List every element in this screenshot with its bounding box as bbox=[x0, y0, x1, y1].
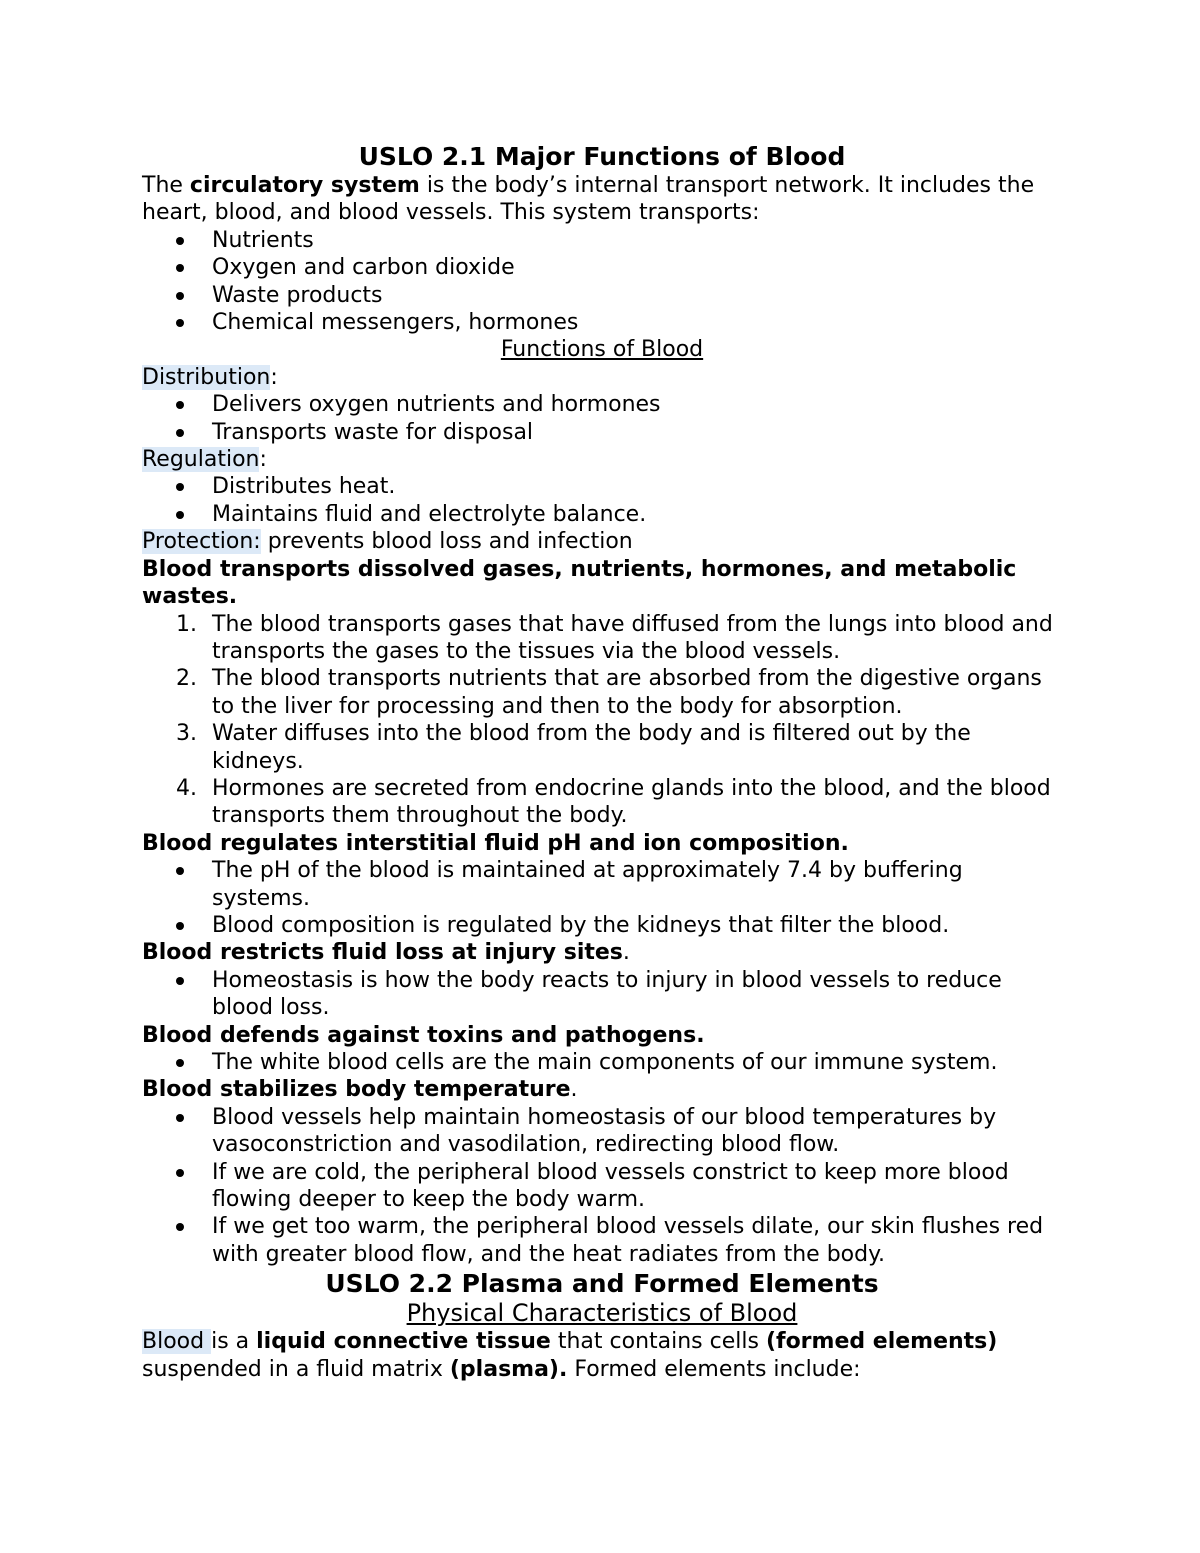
colon: : bbox=[259, 447, 267, 473]
defends-heading-text: Blood defends against toxins and pathogens. bbox=[142, 1022, 705, 1048]
document-body bbox=[142, 141, 1062, 1383]
section-title: USLO 2.1 Major Functions of Blood bbox=[358, 142, 846, 171]
list-item: Transports waste for disposal bbox=[142, 419, 1062, 446]
list-item: Distributes heat. bbox=[142, 473, 1062, 500]
list-number: 4. bbox=[176, 775, 197, 801]
colon: : bbox=[270, 364, 278, 390]
text: is a bbox=[211, 1329, 257, 1355]
physical-characteristics-heading: Physical Characteristics of Blood bbox=[406, 1299, 798, 1328]
list-number: 2. bbox=[176, 666, 197, 692]
list-item: If we are cold, the peripheral blood vessels constrict to keep more blood flowing deeper to keep the body warm. bbox=[142, 1159, 1062, 1214]
distribution-label: Distribution bbox=[142, 364, 271, 390]
defends-heading bbox=[142, 1022, 1062, 1049]
temp-heading-text: Blood stabilizes body temperature bbox=[142, 1077, 571, 1103]
regulation-label-line bbox=[142, 446, 1062, 473]
list-item: Blood composition is regulated by the kidneys that filter the blood. bbox=[142, 912, 1062, 939]
intro-paragraph bbox=[142, 172, 1062, 227]
period: . bbox=[570, 1077, 578, 1103]
list-text: The blood transports gases that have diffused from the lungs into blood and transports the gases to the tissues via the blood vessels. bbox=[212, 611, 1053, 664]
list-item bbox=[142, 611, 1062, 666]
list-number: 1. bbox=[176, 611, 197, 637]
injury-heading-text: Blood restricts fluid loss at injury sites bbox=[142, 940, 623, 966]
ph-heading-text: Blood regulates interstitial fluid pH and ion composition. bbox=[142, 830, 849, 856]
section-title: USLO 2.2 Plasma and Formed Elements bbox=[325, 1269, 879, 1299]
distribution-list bbox=[142, 391, 1062, 446]
intro-text-rest: is the body’s internal transport network. It includes the heart, blood, and blood vessels. This system transports: bbox=[142, 173, 1035, 226]
protection-line bbox=[142, 528, 1062, 555]
text: that contains cells bbox=[550, 1329, 766, 1355]
transports-list bbox=[142, 227, 1062, 337]
transport-heading bbox=[142, 556, 1062, 611]
list-item: Delivers oxygen nutrients and hormones bbox=[142, 391, 1062, 418]
period: . bbox=[622, 940, 630, 966]
list-item: Blood vessels help maintain homeostasis of our blood temperatures by vasoconstriction and vasodilation, redirecting blood flow. bbox=[142, 1104, 1062, 1159]
list-number: 3. bbox=[176, 721, 197, 747]
list-item: The white blood cells are the main components of our immune system. bbox=[142, 1049, 1062, 1076]
protection-text: prevents blood loss and infection bbox=[260, 529, 633, 555]
injury-list bbox=[142, 967, 1062, 1022]
list-item: If we get too warm, the peripheral blood vessels dilate, our skin flushes red with greater blood flow, and the heat radiates from the body. bbox=[142, 1213, 1062, 1268]
list-item: The pH of the blood is maintained at approximately 7.4 by buffering systems. bbox=[142, 857, 1062, 912]
list-item bbox=[142, 775, 1062, 830]
list-item: Waste products bbox=[142, 282, 1062, 309]
list-text: The blood transports nutrients that are absorbed from the digestive organs to the liver for processing and then to the body for absorption. bbox=[212, 666, 1042, 719]
intro-text: The bbox=[142, 173, 190, 198]
bold-term: (formed elements) bbox=[765, 1329, 998, 1355]
temp-list bbox=[142, 1104, 1062, 1268]
bold-term: liquid connective tissue bbox=[256, 1329, 551, 1355]
list-text: Water diffuses into the blood from the body and is filtered out by the kidneys. bbox=[212, 721, 971, 774]
list-item: Oxygen and carbon dioxide bbox=[142, 254, 1062, 281]
defends-list bbox=[142, 1049, 1062, 1076]
list-item bbox=[142, 720, 1062, 775]
list-text: Hormones are secreted from endocrine glands into the blood, and the blood transports them throughout the body. bbox=[212, 775, 1051, 829]
list-item: Chemical messengers, hormones bbox=[142, 309, 1062, 336]
regulation-list bbox=[142, 473, 1062, 528]
injury-heading bbox=[142, 939, 1062, 966]
ph-heading bbox=[142, 830, 1062, 857]
blood-term: Blood bbox=[142, 1329, 212, 1355]
intro-bold-term: circulatory system bbox=[189, 173, 420, 198]
transport-heading-text: Blood transports dissolved gases, nutrients, hormones, and metabolic wastes. bbox=[142, 556, 1017, 610]
protection-label: Protection: bbox=[142, 529, 261, 555]
blood-definition-paragraph bbox=[142, 1328, 1062, 1383]
ph-list bbox=[142, 857, 1062, 939]
distribution-label-line bbox=[142, 364, 1062, 391]
regulation-label: Regulation bbox=[142, 447, 260, 473]
temp-heading bbox=[142, 1076, 1062, 1103]
text: suspended in a fluid matrix bbox=[142, 1356, 450, 1382]
transport-list bbox=[142, 611, 1062, 830]
list-item: Nutrients bbox=[142, 227, 1062, 254]
bold-term: (plasma). bbox=[449, 1356, 568, 1382]
list-item bbox=[142, 665, 1062, 720]
list-item: Homeostasis is how the body reacts to injury in blood vessels to reduce blood loss. bbox=[142, 967, 1062, 1022]
list-item: Maintains fluid and electrolyte balance. bbox=[142, 501, 1062, 528]
text: Formed elements include: bbox=[567, 1356, 861, 1382]
functions-heading: Functions of Blood bbox=[500, 337, 704, 363]
